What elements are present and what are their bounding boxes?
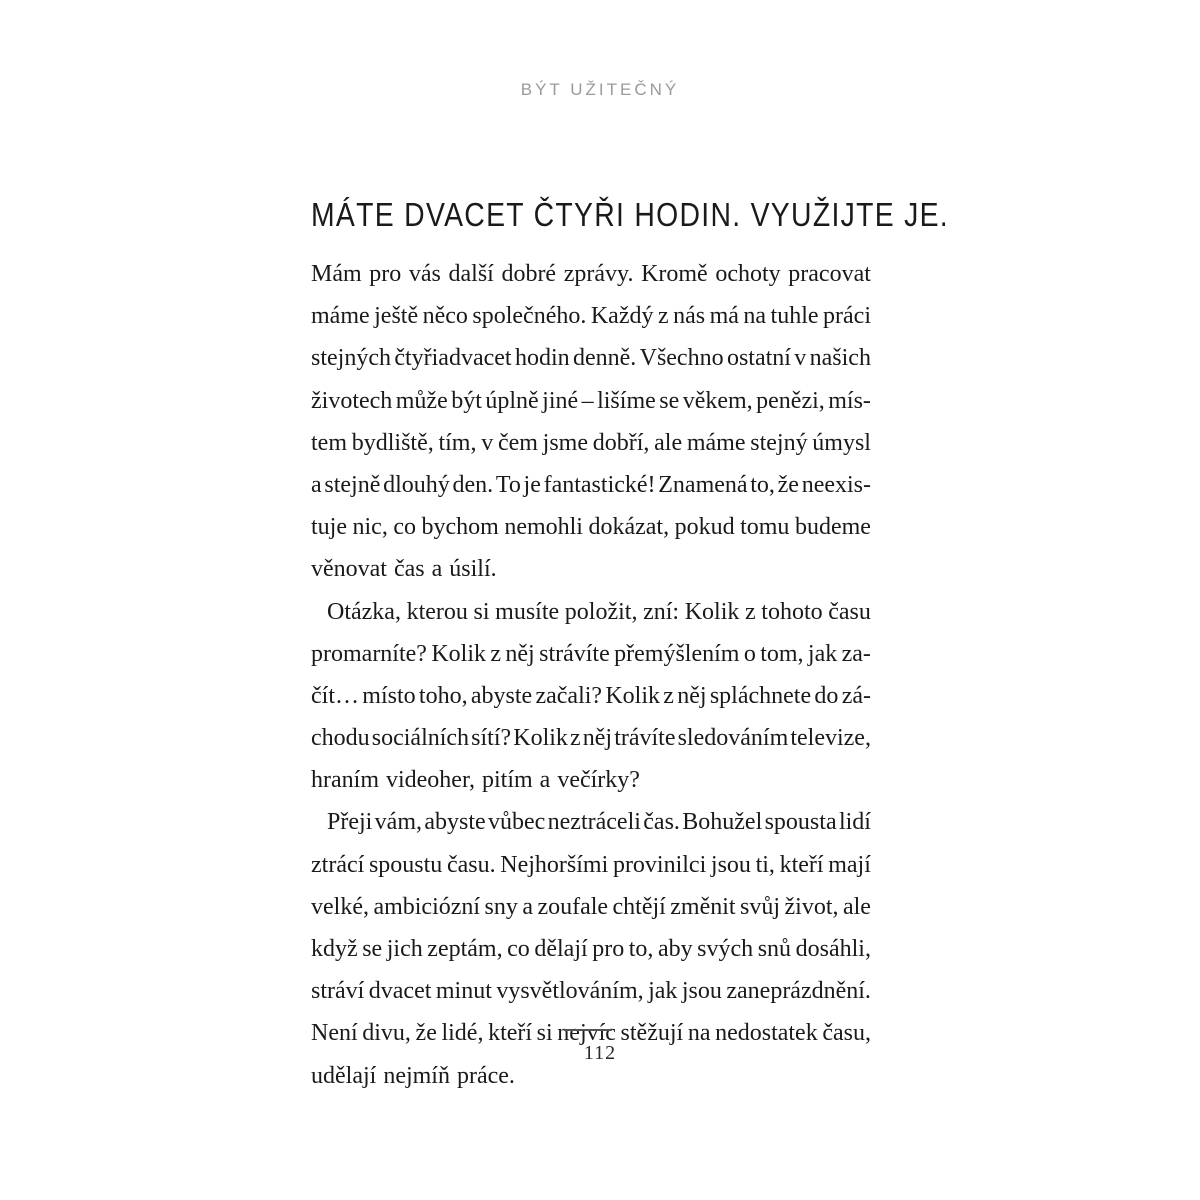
text-line: stráví dvacet minut vysvětlováním, jak jsou zaneprázdnění. [311,978,871,1005]
page-number-rule [564,1029,612,1031]
text-line: Není divu, že lidé, kteří si nejvíc stěžují na nedostatek času, [311,1020,871,1047]
text-line: věnovat čas a úsilí. [311,556,497,583]
text-line: když se jich zeptám, co dělají pro to, aby svých snů dosáhli, [311,936,871,962]
text-line: ztrácí spoustu času. Nejhoršími provinilci jsou ti, kteří mají [311,851,871,878]
running-head: BÝT UŽITEČNÝ [520,80,680,99]
text-line: udělají nejmíň práce. [311,1062,515,1089]
text-line: hraním videoher, pitím a večírky? [311,767,640,794]
paragraph [311,591,871,802]
text-line: máme ještě něco společného. Každý z nás má na tuhle práci [311,303,871,330]
text-line: chodu sociálních sítí? Kolik z něj trávíte sledováním televize, [311,725,871,752]
text-line: tuje nic, co bychom nemohli dokázat, pokud tomu budeme [311,514,871,541]
text-line: Otázka, kterou si musíte položit, zní: Kolik z tohoto času [327,598,871,625]
text-line: Přeji vám, abyste vůbec neztráceli čas. Bohužel spousta lidí [327,809,871,836]
paragraph [311,253,871,591]
text-line: a stejně dlouhý den. To je fantastické! Znamená to, že neexis- [311,471,871,498]
chapter-title: MÁTE DVACET ČTYŘI HODIN. VYUŽIJTE JE. [311,196,949,233]
text-line: stejných čtyřiadvacet hodin denně. Všechno ostatní v našich [311,345,871,372]
page-number: 112 [583,1042,617,1064]
text-line: čít… místo toho, abyste začali? Kolik z něj spláchnete do zá- [311,682,871,709]
text-line: promarníte? Kolik z něj strávíte přemýšlením o tom, jak za- [311,640,871,667]
text-line: tem bydliště, tím, v čem jsme dobří, ale máme stejný úmysl [311,429,871,456]
body-text [311,253,871,1097]
text-line: životech může být úplně jiné – lišíme se věkem, penězi, mís- [311,387,871,414]
text-line: Mám pro vás další dobré zprávy. Kromě ochoty pracovat [311,261,871,287]
text-line: velké, ambiciózní sny a zoufale chtějí změnit svůj život, ale [311,893,871,920]
